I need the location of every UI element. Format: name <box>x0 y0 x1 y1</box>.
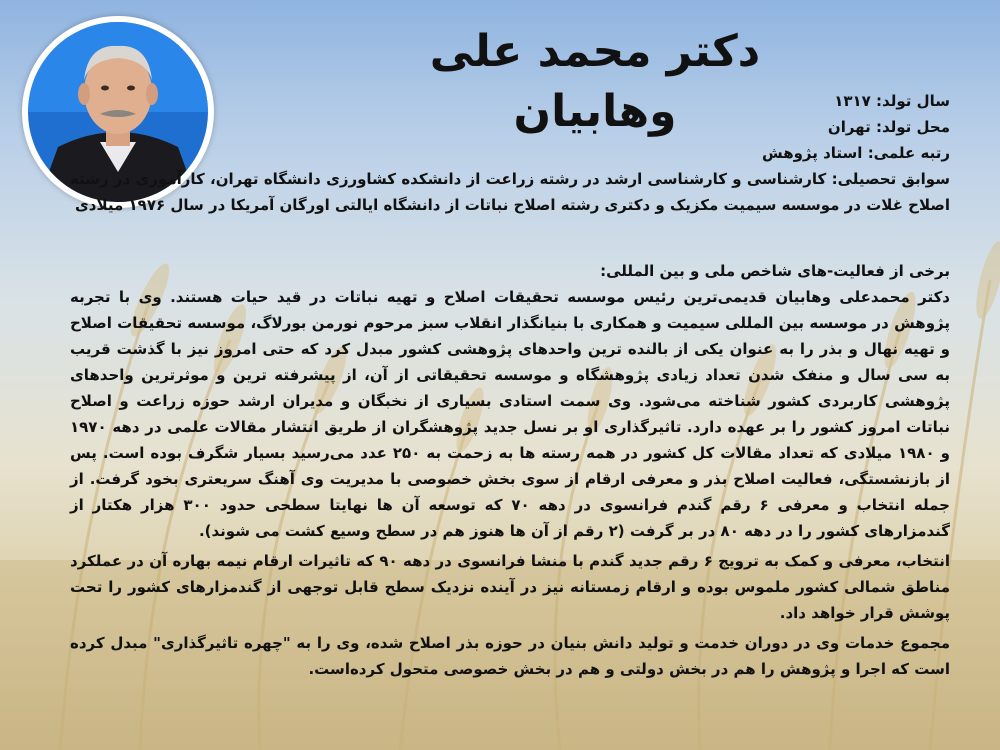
paragraph-wheat-varieties: انتخاب، معرفی و کمک به ترویج ۶ رقم جدید گندم با منشا فرانسوی در دهه ۹۰ که تاثیرات ارقام نیمه بهاره آن در عملکرد مناطق شمالی کشور ملموس بوده و ارقام زمستانه نیز در آینده نزدیک سطح قابل توجهی از گندمزارهای کشور را تحت پوشش قرار خواهد داد. <box>70 552 951 622</box>
biography-content <box>70 88 950 686</box>
section-heading: برخی از فعالیت-های شاخص ملی و بین المللی: <box>600 262 950 280</box>
birth-year-line <box>70 88 950 114</box>
rank-label: رتبه علمی: <box>867 144 950 162</box>
paragraph-career: دکتر محمدعلی وهابیان قدیمی‌ترین رئیس موسسه تحقیقات اصلاح و تهیه نباتات در قید حیات هستند. وی با تجربه پژوهش در موسسه بین المللی سیمیت و همکاری با بنیانگذار انقلاب سبز مرحوم نورمن بورلاگ، موسسه تحقیقات اصلاح و تهیه نهال و بذر را به عنوان یکی از بالنده ترین واحدهای پژوهشی کشور مبدل کرد که حتی امروز نیز با گذشت قریب به سی سال و منفک شدن تعداد زیادی پژوهشگاه و موسسه تحقیقاتی از آن، از پیشرفته ترین و موثرترین واحدهای پژوهشی کاربردی کشور شناخته می‌شود. وی سمت استادی بسیاری از نخبگان و مدیران ارشد حوزه زراعت و اصلاح نباتات امروز کشور را بر عهده دارد. تاثیرگذاری او بر نسل جدید پژوهشگران از طریق انتشار مقالات علمی در دهه ۱۹۷۰ و ۱۹۸۰ میلادی که تعداد مقالات کل کشور در همه رسته ها به زحمت به ۲۵۰ عدد می‌رسید بسیار شگرف بوده است. پس از بازنشستگی، فعالیت اصلاح بذر و معرفی ارقام از سوی بخش خصوصی با مدیریت وی آهنگ سریعتری بخود گرفت. از جمله انتخاب و معرفی ۶ رقم گندم فرانسوی در دهه ۷۰ که توسعه آن ها نهایتا سطحی حدود ۳۰۰ هزار هکتار از گندمزارهای کشور را در دهه ۸۰ در بر گرفت (۲ رقم از آن ها هنوز هم در سطح وسیع کشت می شوند). <box>70 288 950 540</box>
page-title: دکتر محمد علی وهابیان <box>429 26 761 137</box>
birth-year-value: ۱۳۱۷ <box>834 92 871 110</box>
birth-year-label: سال تولد: <box>876 92 950 110</box>
education-label: سوابق تحصیلی: <box>831 170 950 188</box>
education-value: کارشناسی و کارشناسی ارشد در رشته زراعت از دانشکده کشاورزی دانشگاه تهران، کارآموزی در رشته اصلاح غلات در موسسه سیمیت مکزیک و دکتری رشته اصلاح نباتات از دانشگاه ایالتی اورگان آمریکا در سال ۱۹۷۶ میلادی <box>70 170 950 214</box>
birth-place-line <box>70 114 950 140</box>
rank-line <box>70 140 950 166</box>
section-spacer <box>70 218 950 258</box>
birth-place-label: محل تولد: <box>875 118 950 136</box>
education-line <box>70 166 950 218</box>
birth-place-value: تهران <box>827 118 871 136</box>
rank-value: استاد پژوهش <box>761 144 863 162</box>
paragraph-summary: مجموع خدمات وی در دوران خدمت و تولید دانش بنیان در حوزه بذر اصلاح شده، وی را به "چهره تاثیرگذاری" مبدل کرده است که اجرا و پژوهش را هم در بخش دولتی و هم در بخش خصوصی متحول کرده‌است. <box>70 634 950 678</box>
